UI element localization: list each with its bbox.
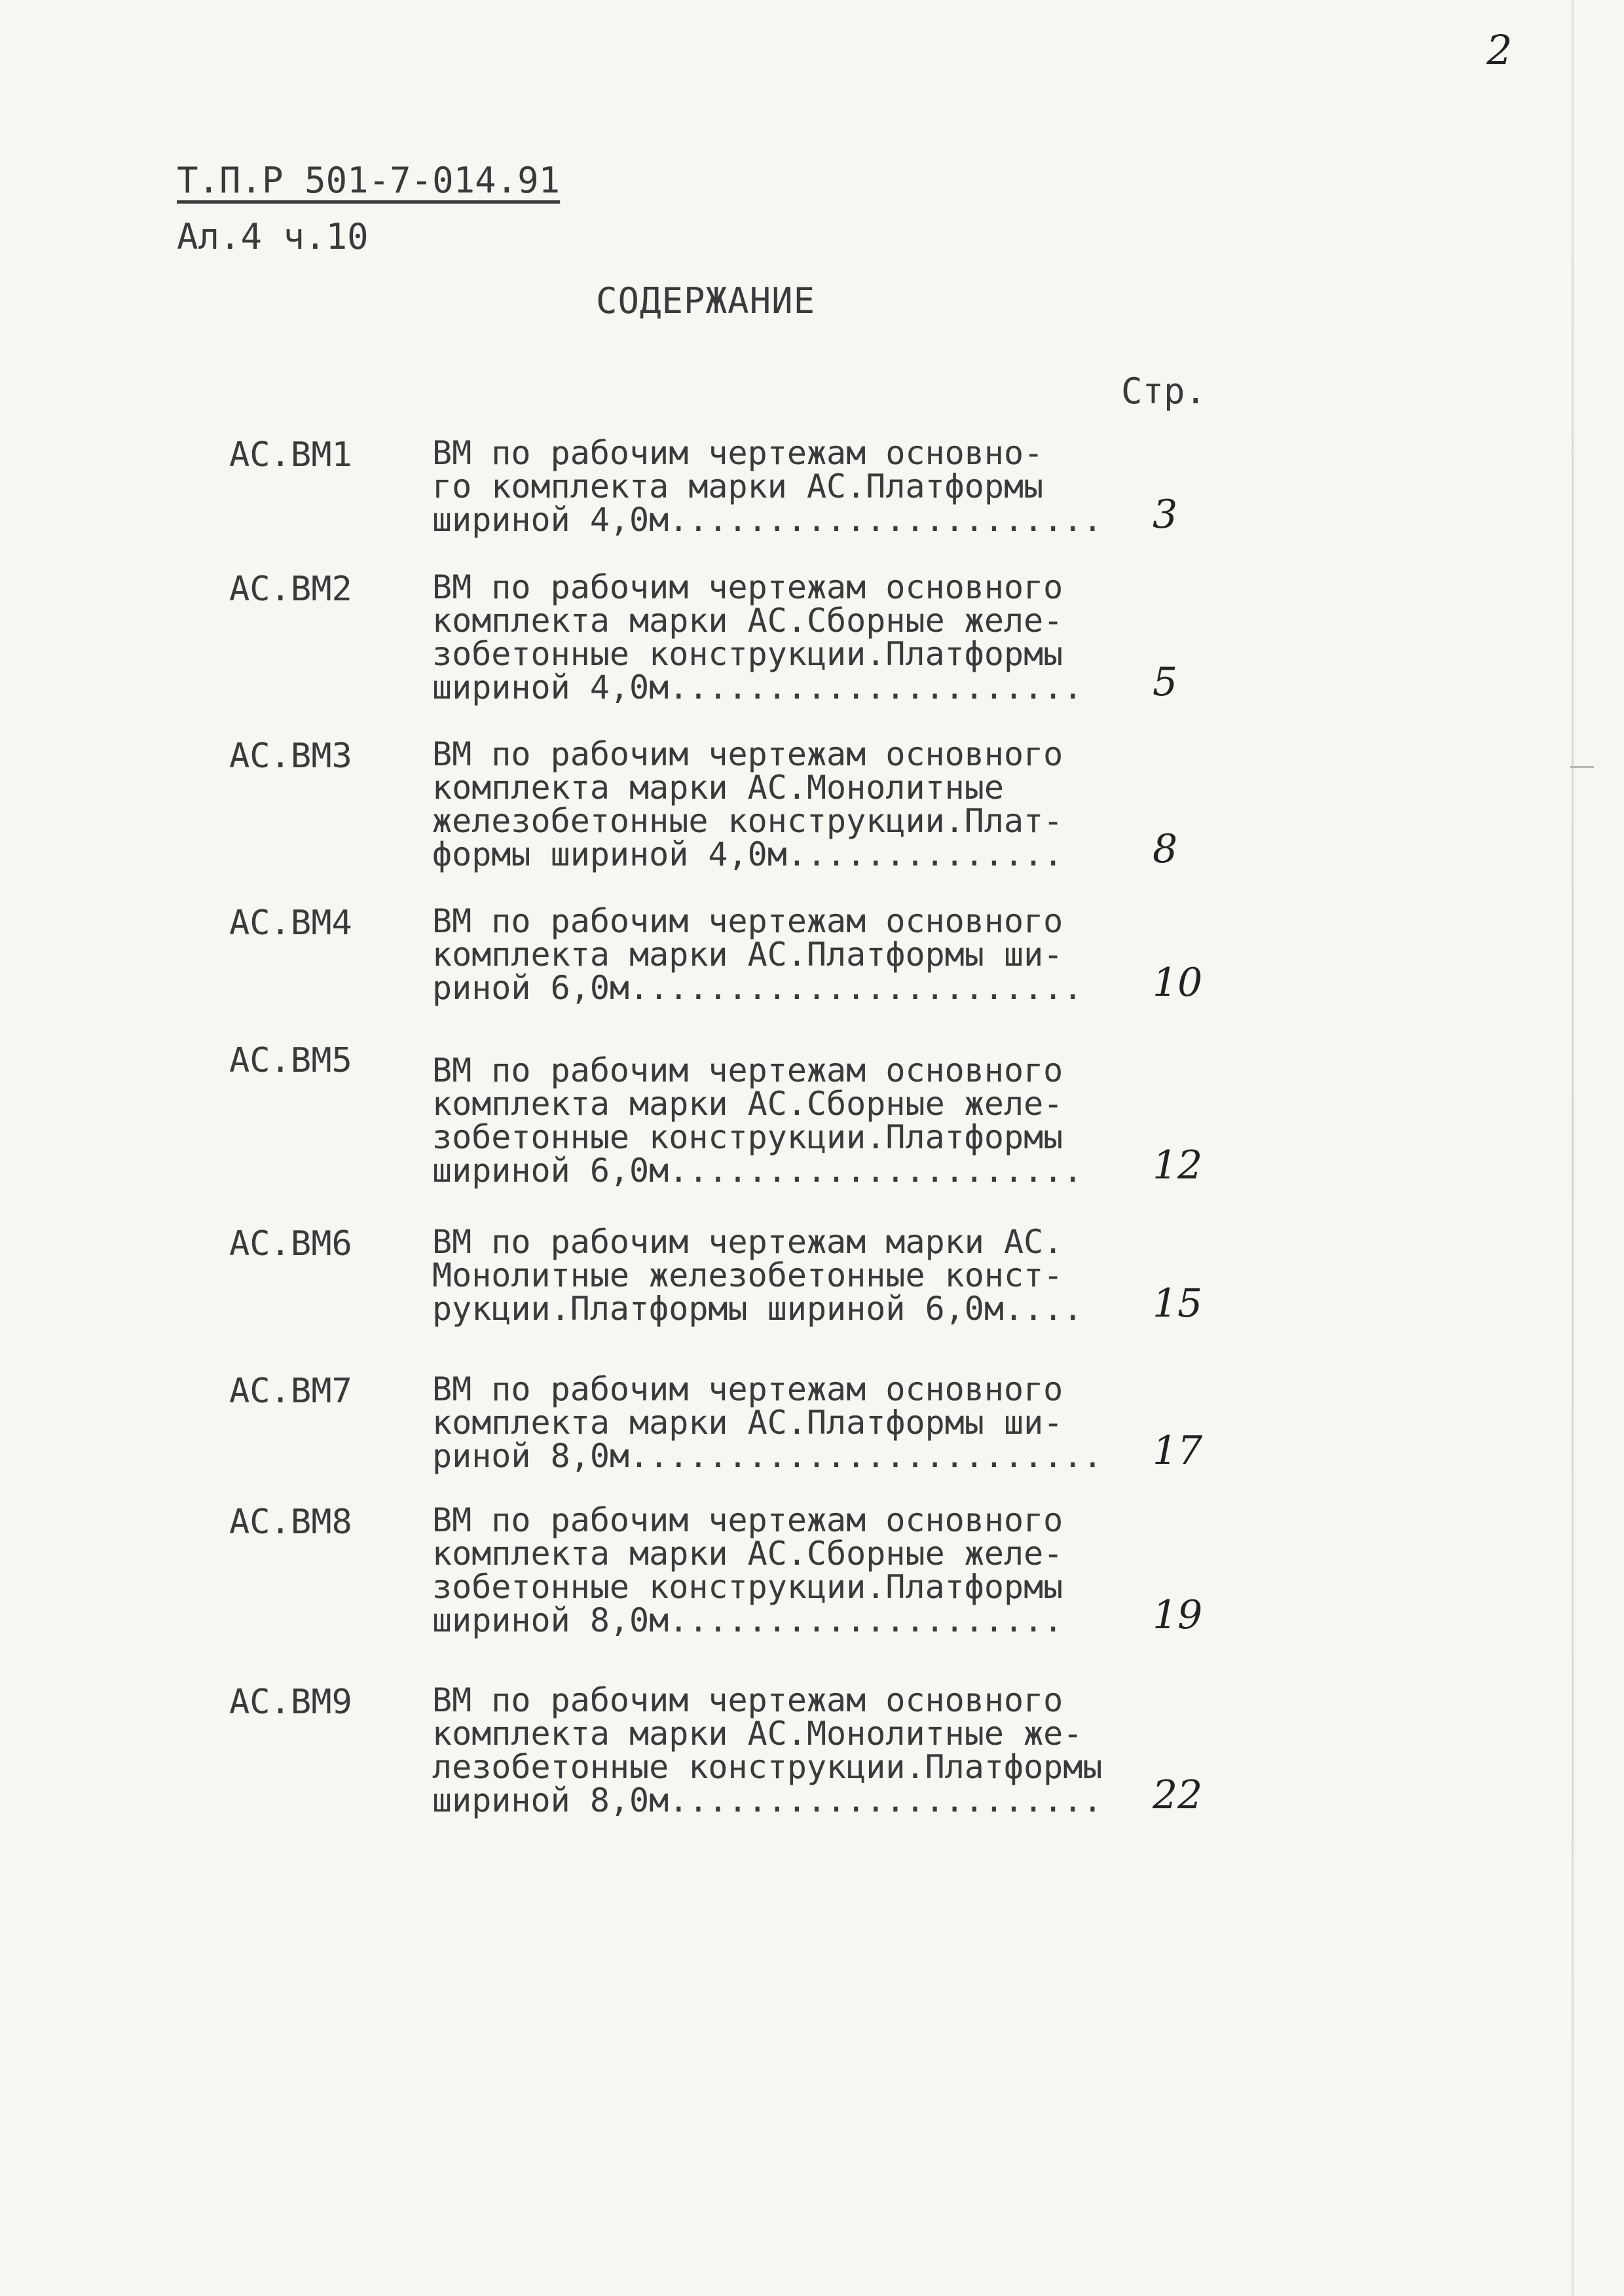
toc-entry-line: ВМ по рабочим чертежам основного xyxy=(432,568,1063,606)
page-number: 2 xyxy=(1486,26,1513,74)
toc-entry-code: АС.ВМ7 xyxy=(229,1372,352,1411)
toc-entry-description xyxy=(432,1370,1103,1475)
toc-entry-line: шириной 6,0м..................... xyxy=(432,1152,1083,1190)
toc-entry-description xyxy=(432,568,1083,706)
toc-entry-page: 8 xyxy=(1153,826,1178,872)
toc-entry-description xyxy=(432,1681,1103,1819)
toc-entry-line: шириной 8,0м.................... xyxy=(432,1601,1063,1639)
toc-entry-line: ВМ по рабочим чертежам основного xyxy=(432,735,1063,773)
toc-entry-line: Монолитные железобетонные конст- xyxy=(432,1256,1063,1294)
toc-entry-line: ВМ по рабочим чертежам основно- xyxy=(432,434,1044,472)
toc-entry-line: железобетонные конструкции.Плат- xyxy=(432,802,1063,840)
toc-entry-line: комплекта марки АС.Платформы ши- xyxy=(432,936,1063,974)
toc-title: СОДЕРЖАНИЕ xyxy=(596,280,816,321)
toc-entry-page: 3 xyxy=(1153,492,1178,538)
toc-entry-line: шириной 8,0м...................... xyxy=(432,1781,1103,1819)
page-edge-line xyxy=(1572,0,1574,2296)
toc-entry-line: шириной 4,0м..................... xyxy=(432,668,1083,706)
toc-entry-description xyxy=(432,434,1103,539)
toc-entry-line: комплекта марки АС.Платформы ши- xyxy=(432,1404,1063,1442)
toc-entry-description xyxy=(432,902,1083,1007)
toc-entry-description xyxy=(432,1501,1063,1639)
toc-entry-page: 10 xyxy=(1153,960,1203,1006)
toc-entry-description xyxy=(432,1051,1083,1190)
toc-entry-line: ВМ по рабочим чертежам основного xyxy=(432,902,1063,940)
document-code: Т.П.Р 501-7-014.91 xyxy=(177,160,561,201)
document-sheet: Ал.4 ч.10 xyxy=(177,216,369,257)
toc-entry-line: шириной 4,0м...................... xyxy=(432,501,1103,539)
toc-entry-code: АС.ВМ9 xyxy=(229,1683,352,1722)
toc-entry-line: ВМ по рабочим чертежам марки АС. xyxy=(432,1223,1063,1261)
toc-entry-page: 15 xyxy=(1153,1281,1203,1326)
toc-entry-line: зобетонные конструкции.Платформы xyxy=(432,1118,1063,1156)
toc-entry-code: АС.ВМ8 xyxy=(229,1503,352,1542)
toc-entry-line: го комплекта марки АС.Платформы xyxy=(432,467,1044,505)
toc-entry-page: 5 xyxy=(1153,659,1178,705)
page-column-label: Стр. xyxy=(1121,371,1207,412)
toc-entry-line: риной 6,0м....................... xyxy=(432,969,1083,1007)
toc-entry-line: комплекта марки АС.Монолитные же- xyxy=(432,1715,1083,1753)
toc-entry-code: АС.ВМ3 xyxy=(229,737,352,776)
toc-entry-line: комплекта марки АС.Сборные желе- xyxy=(432,1535,1063,1573)
toc-entry-description xyxy=(432,735,1063,873)
toc-entry-line: риной 8,0м........................ xyxy=(432,1437,1103,1475)
toc-entry-line: ВМ по рабочим чертежам основного xyxy=(432,1051,1063,1089)
toc-entry-line: формы шириной 4,0м.............. xyxy=(432,835,1063,873)
toc-entry-page: 19 xyxy=(1153,1592,1203,1638)
toc-entry-line: ВМ по рабочим чертежам основного xyxy=(432,1370,1063,1408)
toc-entry-page: 12 xyxy=(1153,1142,1203,1188)
toc-entry-code: АС.ВМ6 xyxy=(229,1224,352,1264)
toc-entry-line: ВМ по рабочим чертежам основного xyxy=(432,1681,1063,1719)
toc-entry-line: лезобетонные конструкции.Платформы xyxy=(432,1748,1103,1786)
toc-entry-line: рукции.Платформы шириной 6,0м.... xyxy=(432,1290,1083,1328)
toc-entry-line: зобетонные конструкции.Платформы xyxy=(432,635,1063,673)
toc-entry-code: АС.ВМ5 xyxy=(229,1041,352,1080)
toc-entry-line: ВМ по рабочим чертежам основного xyxy=(432,1501,1063,1539)
toc-entry-page: 17 xyxy=(1153,1428,1203,1474)
toc-entry-line: зобетонные конструкции.Платформы xyxy=(432,1568,1063,1606)
toc-entry-page: 22 xyxy=(1153,1772,1203,1818)
toc-entry-code: АС.ВМ4 xyxy=(229,903,352,943)
toc-entry-code: АС.ВМ1 xyxy=(229,435,352,475)
toc-entry-line: комплекта марки АС.Монолитные xyxy=(432,769,1004,807)
toc-entry-description xyxy=(432,1223,1083,1328)
page-edge-mark xyxy=(1570,766,1594,768)
toc-entry-line: комплекта марки АС.Сборные желе- xyxy=(432,602,1063,640)
toc-entry-code: АС.ВМ2 xyxy=(229,570,352,609)
toc-entry-line: комплекта марки АС.Сборные желе- xyxy=(432,1085,1063,1123)
